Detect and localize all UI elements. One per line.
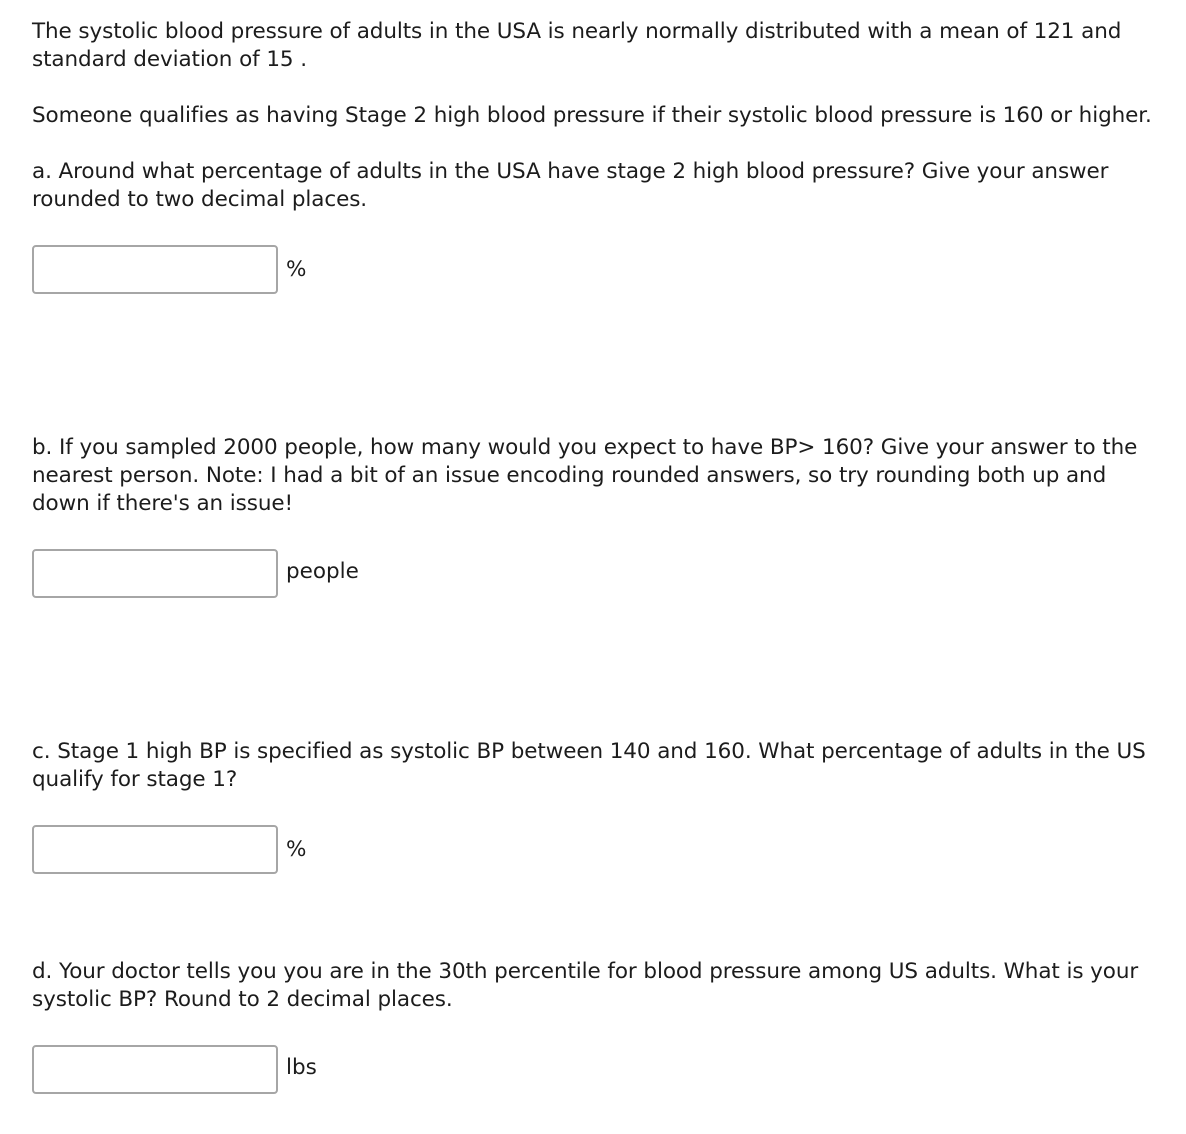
question-b-text: b. If you sampled 2000 people, how many would you expect to have BP> 160? Give your answer to the nearest person. Note: I had a bit of an issue encoding rounded answers, so try rounding both up and down if there's an issue! bbox=[32, 435, 1138, 516]
question-a-answer-input[interactable] bbox=[32, 245, 278, 294]
question-a-text: a. Around what percentage of adults in the USA have stage 2 high blood pressure? Give your answer rounded to two decimal places. bbox=[32, 159, 1109, 212]
question-a-unit: % bbox=[286, 257, 307, 282]
question-d-text: d. Your doctor tells you you are in the 30th percentile for blood pressure among US adults. What is your systolic BP? Round to 2 decimal places. bbox=[32, 959, 1139, 1012]
question-d-unit: lbs bbox=[286, 1055, 317, 1080]
intro-stage2-definition: Someone qualifies as having Stage 2 high blood pressure if their systolic blood pressure is 160 or higher. bbox=[32, 103, 1152, 128]
question-d-answer-input[interactable] bbox=[32, 1045, 278, 1094]
question-c-text: c. Stage 1 high BP is specified as systolic BP between 140 and 160. What percentage of adults in the US qualify for stage 1? bbox=[32, 739, 1146, 792]
question-b-answer-input[interactable] bbox=[32, 549, 278, 598]
question-c-unit: % bbox=[286, 837, 307, 862]
intro-text: The systolic blood pressure of adults in the USA is nearly normally distributed with a mean of 121 and standard deviation of 15 . bbox=[32, 19, 1122, 72]
question-c-answer-input[interactable] bbox=[32, 825, 278, 874]
question-b-unit: people bbox=[286, 559, 359, 584]
